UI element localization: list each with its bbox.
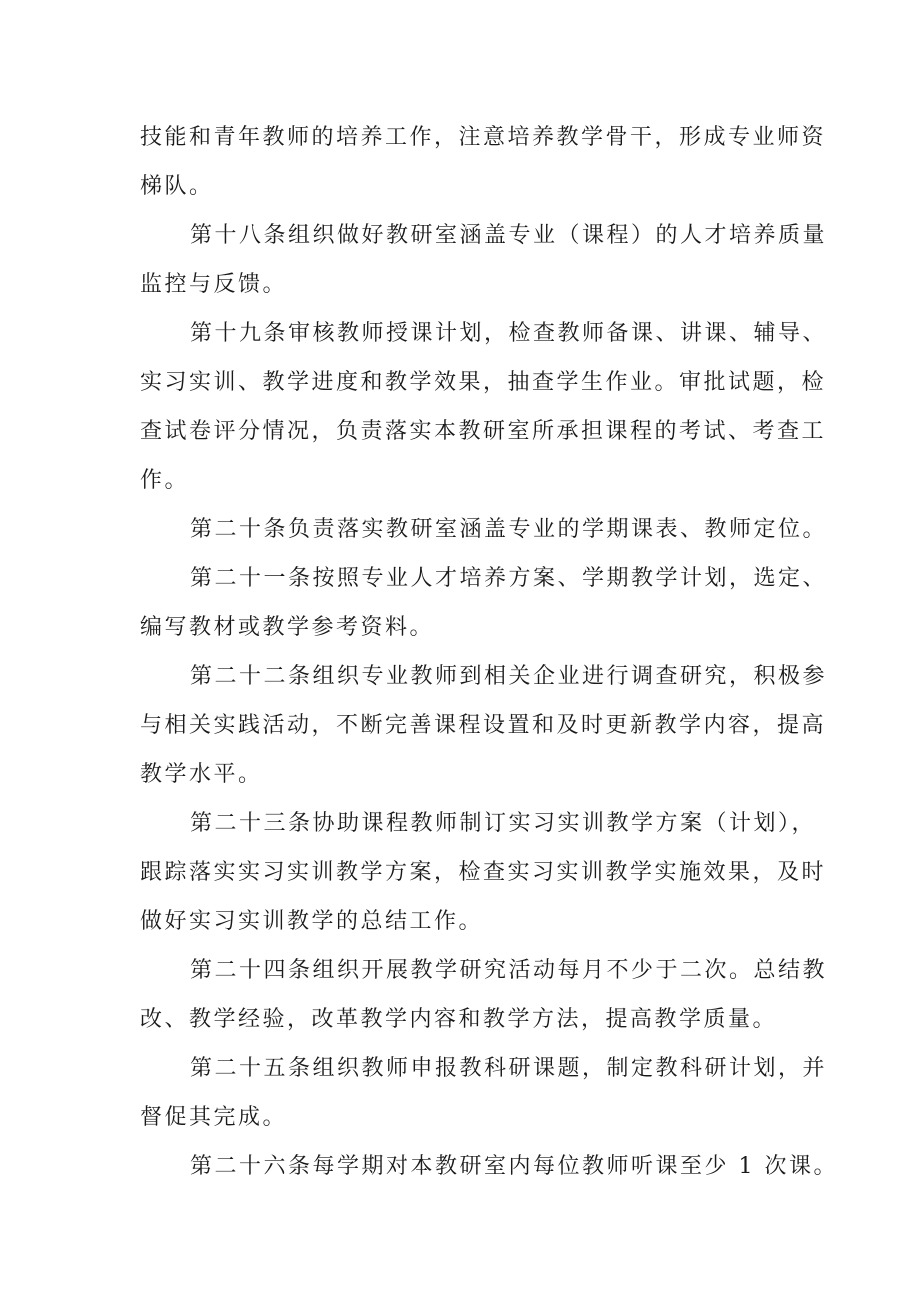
- article-24: [140, 946, 828, 1044]
- text-line: 第二十六条每学期对本教研室内每位教师听课至少 1 次课。: [190, 1154, 838, 1179]
- article-23: [140, 799, 827, 946]
- article-25: [140, 1044, 828, 1142]
- text-line: 跟踪落实实习实训教学方案，检查实习实训教学实施效果，及时: [140, 860, 827, 885]
- document-body: [140, 113, 838, 1191]
- article-18: [140, 211, 828, 309]
- text-line: 与相关实践活动，不断完善课程设置和及时更新教学内容，提高: [140, 713, 827, 738]
- text-line: 教学水平。: [140, 762, 263, 787]
- text-line: 第二十三条协助课程教师制订实习实训教学方案（计划），: [190, 811, 817, 836]
- text-line: 改、教学经验，改革教学内容和教学方法，提高教学质量。: [140, 1007, 778, 1032]
- text-line: 第十八条组织做好教研室涵盖专业（课程）的人才培养质量: [190, 223, 828, 248]
- text-line: 第二十四条组织开展教学研究活动每月不少于二次。总结教: [190, 958, 828, 983]
- text-line: 编写教材或教学参考资料。: [140, 615, 435, 640]
- text-line: 第二十一条按照专业人才培养方案、学期教学计划，选定、: [190, 566, 828, 591]
- text-line: 第十九条审核教师授课计划，检查教师备课、讲课、辅导、: [190, 321, 828, 346]
- article-22: [140, 652, 828, 799]
- article-26: [140, 1142, 838, 1191]
- text-line: 做好实习实训教学的总结工作。: [140, 909, 484, 934]
- text-line: 督促其完成。: [140, 1105, 288, 1130]
- text-line: 第二十五条组织教师申报教科研课题，制定教科研计划，并: [190, 1056, 828, 1081]
- text-line: 实习实训、教学进度和教学效果，抽查学生作业。审批试题，检: [140, 370, 827, 395]
- paragraph-continuation: [140, 113, 827, 211]
- text-line: 梯队。: [140, 174, 214, 199]
- text-line: 查试卷评分情况，负责落实本教研室所承担课程的考试、考查工: [140, 419, 827, 444]
- text-line: 技能和青年教师的培养工作，注意培养教学骨干，形成专业师资: [140, 125, 827, 150]
- article-20: [140, 505, 828, 554]
- text-line: 第二十二条组织专业教师到相关企业进行调查研究，积极参: [190, 664, 828, 689]
- text-line: 作。: [140, 468, 190, 493]
- article-19: [140, 309, 828, 505]
- article-21: [140, 554, 828, 652]
- text-line: 监控与反馈。: [140, 272, 288, 297]
- text-line: 第二十条负责落实教研室涵盖专业的学期课表、教师定位。: [190, 517, 828, 542]
